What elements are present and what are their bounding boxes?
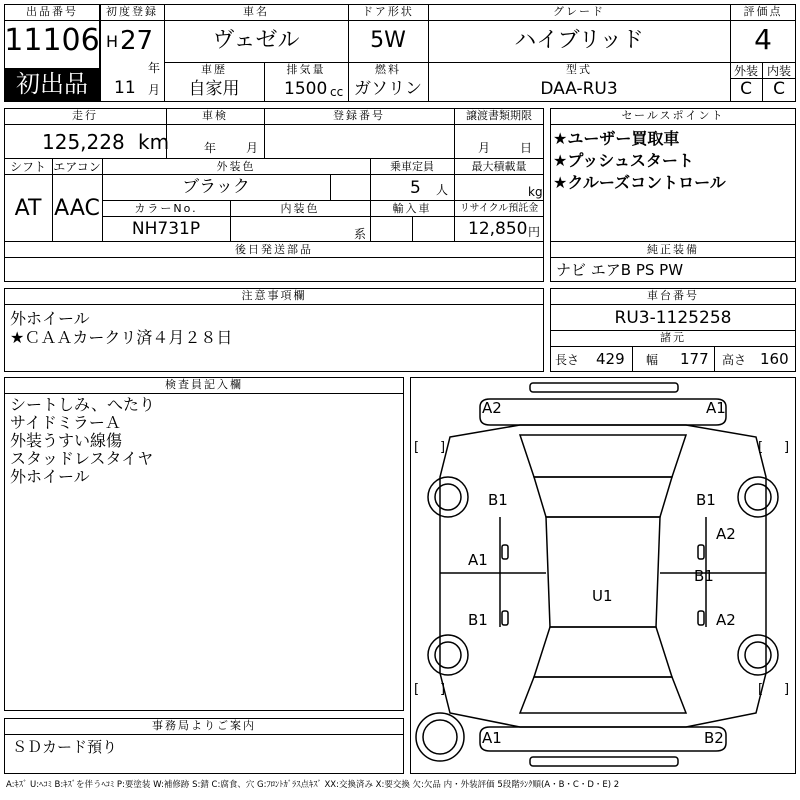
chassis-label: 車台番号 [647,289,699,302]
displacement-label: 排気量 [286,63,326,76]
exterior-label: 外装 [733,64,758,78]
mark-front-right-fender: B1 [696,491,716,509]
shift-label: シフト [9,160,46,174]
inspector-note-3: 外装うすい線傷 [10,431,123,450]
legend: A:ｷｽﾞ U:ﾍｺﾐ B:ｷｽﾞを伴うﾍｺﾐ P:要塗装 W:補修跡 S:錆 C:腐食、穴 G:ﾌﾛﾝﾄｶﾞﾗｽ点ｷｽﾞ XX:交換済み X:要交換 欠:欠品 内・外装評価 5段階ﾗﾝｸ順(A・B・C・D・E) 2 [6,780,620,790]
door: 5W [370,28,406,53]
note-1: 外ホイール [10,309,90,328]
history-label: 車歴 [201,63,227,76]
door-label: ドア形状 [362,5,414,18]
sales-label: セールスポイント [621,109,725,122]
color-no: NH731P [131,219,201,239]
seats: 5 [410,178,421,198]
transfer-month-unit: 月 [478,141,491,155]
inspector-note-2: サイドミラーＡ [10,413,121,432]
inspection-year-unit: 年 [204,141,217,155]
seats-label: 乗車定員 [390,160,434,173]
mileage-unit: km [138,130,170,154]
inspection-label: 車検 [202,109,228,122]
mark-rear-right: B2 [704,729,724,747]
mark-left-front-door: A1 [468,551,488,569]
chassis: RU3-1125258 [614,308,732,328]
reg-no-label: 登録番号 [333,109,385,122]
lot-label: 出品番号 [26,5,78,18]
yen-unit: 円 [528,225,541,239]
inspector-note-4: スタッドレスタイヤ [10,449,154,468]
color-label: 外装色 [216,160,256,173]
int-color-label: 内装色 [280,202,320,215]
office-note: ＳＤカード預り [12,738,118,756]
mark-front-left: A2 [482,399,502,417]
mark-left-rear-door: B1 [468,611,488,629]
mark-right-rear-door: A2 [716,611,736,629]
equipment: ナビ エアB PS PW [556,261,684,279]
bracket-2-close: ] [784,440,790,455]
notes-label: 注意事項欄 [241,289,307,302]
width-label: 幅 [646,353,659,367]
model-label: 型式 [566,63,592,76]
bracket-2-open: [ [758,440,764,455]
sales-point-1: ★ユーザー買取車 [553,129,680,148]
height: 160 [760,350,789,368]
score: 4 [754,23,772,56]
mileage: 125,228 [42,130,125,154]
mark-roof: U1 [592,587,613,605]
mark-right-front-door: A2 [716,525,736,543]
lot-number: 11106 [4,23,100,58]
bracket-3-close: ] [440,682,446,697]
ac-label: エアコン [53,160,101,174]
width: 177 [680,350,709,368]
dims-label: 諸元 [660,331,686,344]
car-damage-diagram [410,377,796,774]
fuel-label: 燃料 [375,63,401,76]
later-parts-label: 後日発送部品 [235,243,313,256]
mark-right-side: B1 [694,567,714,585]
bracket-4-open: [ [758,682,764,697]
interior-label: 内装 [766,64,791,78]
sales-point-2: ★プッシュスタート [553,151,694,170]
seats-unit: 人 [436,183,449,197]
mark-front-left-fender: B1 [488,491,508,509]
car-name: ヴェゼル [212,28,300,53]
exterior-grade: C [740,79,752,99]
era: H [106,32,119,51]
import-label: 輸入車 [392,202,432,215]
grade: ハイブリッド [514,28,644,53]
mileage-label: 走行 [72,109,98,122]
bracket-3-open: [ [414,682,420,697]
history: 自家用 [188,79,240,99]
displacement: 1500 [284,79,328,99]
reg-year: 27 [120,26,154,56]
recycle: 12,850 [468,219,528,239]
grade-label: グレード [553,5,605,18]
height-label: 高さ [722,353,747,367]
inspection-month-unit: 月 [246,141,259,155]
inspector-label: 検査員記入欄 [165,378,243,391]
int-color-unit: 系 [354,227,367,241]
color: ブラック [182,177,250,197]
score-label: 評価点 [743,5,783,18]
bracket-1-open: [ [414,440,420,455]
car-name-label: 車名 [243,5,269,18]
equipment-label: 純正装備 [647,243,699,256]
color-no-label: カラーNo. [134,202,198,215]
fuel: ガソリン [354,79,422,99]
load-label: 最大積載量 [471,160,527,173]
bracket-4-close: ] [784,682,790,697]
office-label: 事務局よりご案内 [152,719,256,732]
mark-front-right: A1 [706,399,726,417]
ac: AAC [54,196,100,221]
transfer-label: 譲渡書類期限 [466,109,532,122]
first-reg-label: 初度登録 [106,5,158,18]
transfer-day-unit: 日 [520,141,533,155]
interior-grade: C [773,79,785,99]
recycle-label: リサイクル預託金 [459,203,539,214]
length-label: 長さ [555,353,580,367]
shift: AT [14,196,42,221]
inspector-note-1: シートしみ、へたり [10,395,155,414]
note-2: ★ＣＡＡカークリ済４月２８日 [10,328,233,347]
month-unit: 月 [148,83,161,97]
displacement-unit: cc [330,85,344,99]
load-unit: kg [528,185,543,199]
bracket-1-close: ] [440,440,446,455]
year-unit: 年 [148,61,161,75]
mark-rear-left: A1 [482,729,502,747]
sales-point-3: ★クルーズコントロール [553,173,726,192]
model: DAA-RU3 [540,79,618,99]
length: 429 [596,350,625,368]
inspector-note-5: 外ホイール [10,467,90,486]
reg-month: 11 [114,78,136,98]
first-listing-badge: 初出品 [5,68,99,101]
